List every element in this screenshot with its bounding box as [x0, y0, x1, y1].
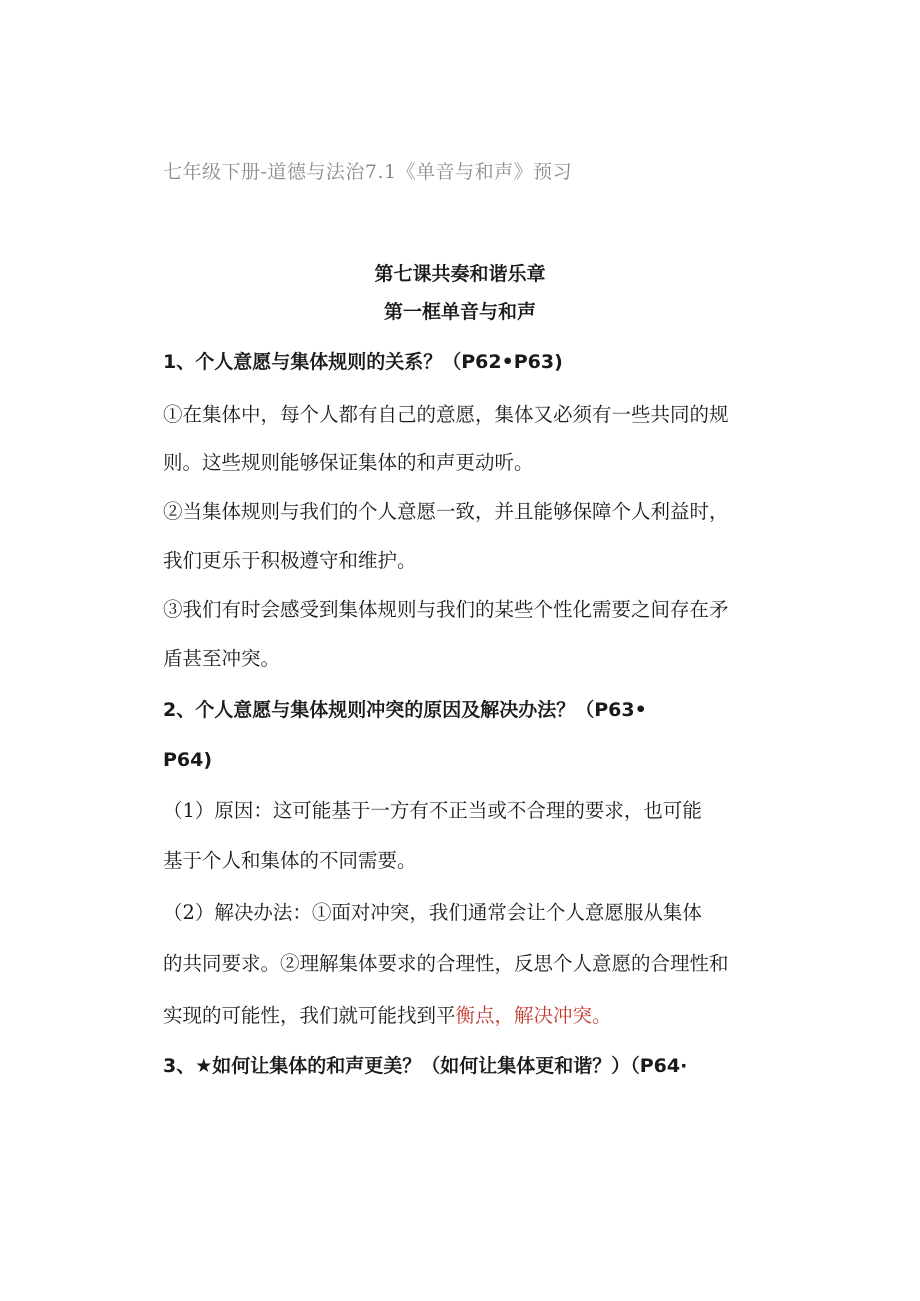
q1-paragraph-line: 盾甚至冲突。	[163, 647, 281, 670]
q1-paragraph-line: ③我们有时会感受到集体规则与我们的某些个性化需要之间存在矛	[163, 598, 729, 621]
document-title: 七年级下册-道德与法治7.1《单音与和声》预习	[163, 161, 573, 183]
q1-paragraph-line: 则。这些规则能够保证集体的和声更动听。	[163, 451, 534, 474]
q2-last-line-text: 实现的可能性，我们就可能找到平	[163, 1004, 456, 1027]
lesson-title: 第七课共奏和谐乐章	[374, 263, 546, 285]
q2-paragraph-line: （1）原因：这可能基于一方有不正当或不合理的要求，也可能	[163, 799, 702, 822]
section-title: 第一框单音与和声	[383, 301, 536, 323]
question-2-heading-continued: P64)	[163, 749, 213, 771]
q2-paragraph-line: （2）解决办法：①面对冲突，我们通常会让个人意愿服从集体	[163, 901, 702, 924]
q2-paragraph-line: 基于个人和集体的不同需要。	[163, 849, 417, 872]
q2-highlighted-text: 衡点，解决冲突。	[455, 1004, 612, 1027]
q1-paragraph-line: ②当集体规则与我们的个人意愿一致，并且能够保障个人利益时，	[163, 500, 729, 523]
q1-paragraph-line: ①在集体中，每个人都有自己的意愿，集体又必须有一些共同的规	[163, 403, 729, 426]
question-1-heading: 1、个人意愿与集体规则的关系？（P62•P63)	[163, 351, 563, 373]
q1-paragraph-line: 我们更乐于积极遵守和维护。	[163, 549, 417, 572]
question-3-heading: 3、★如何让集体的和声更美？（如何让集体更和谐？）（P64·	[163, 1055, 688, 1077]
question-2-heading: 2、个人意愿与集体规则冲突的原因及解决办法？（P63•	[163, 699, 647, 721]
q2-paragraph-line: 的共同要求。②理解集体要求的合理性，反思个人意愿的合理性和	[163, 952, 729, 975]
q2-paragraph-last-line	[163, 1004, 612, 1028]
